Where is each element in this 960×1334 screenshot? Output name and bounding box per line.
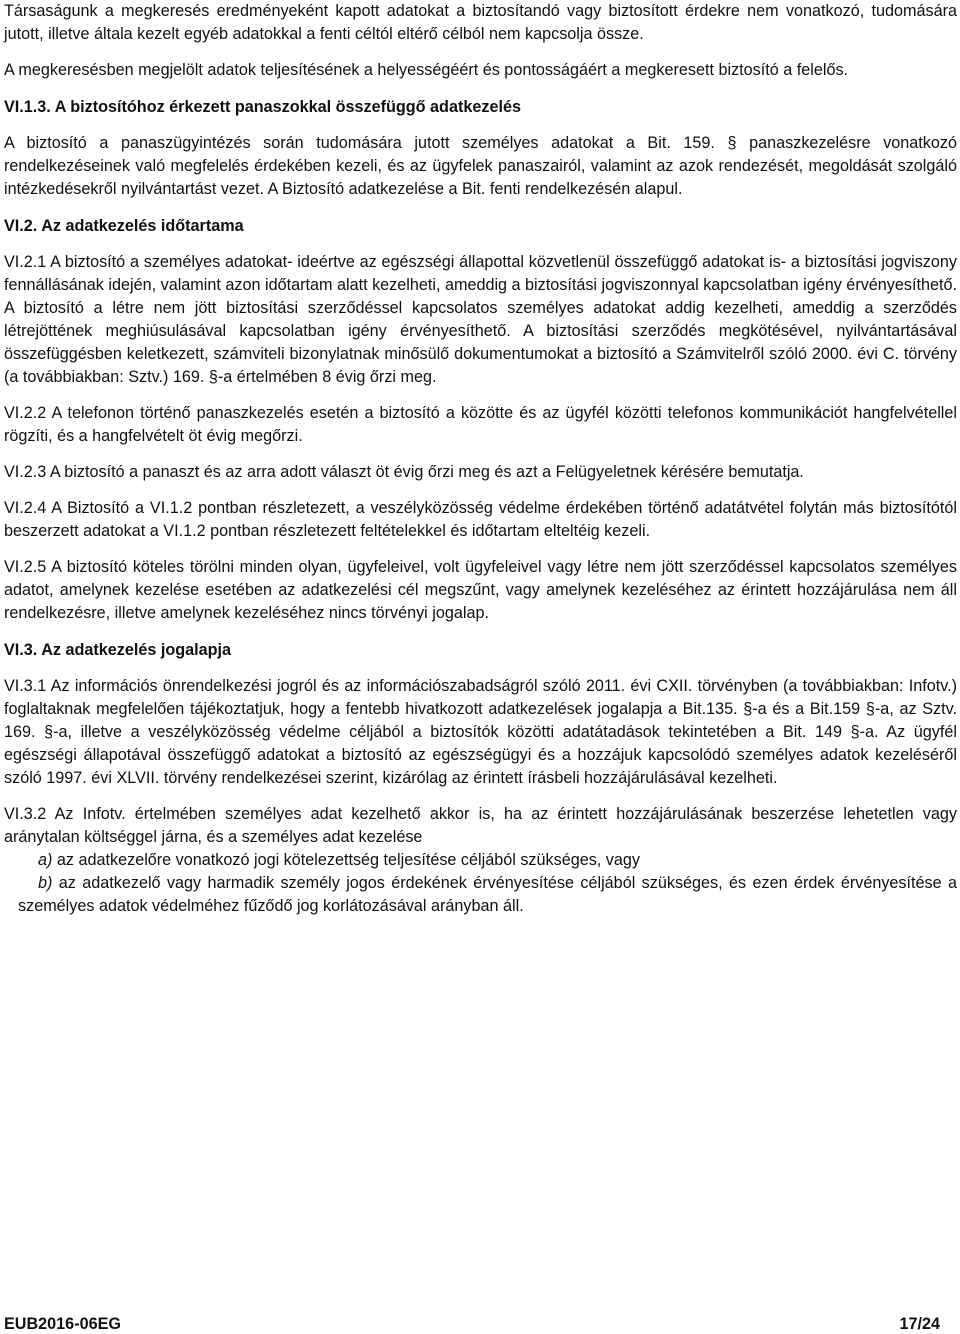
paragraph-vi-2-5: VI.2.5 A biztosító köteles törölni minden olyan, ügyfeleivel, volt ügyfeleivel vagy létre nem jött szerződéssel kapcsolatos személyes adatot, amelynek kezelése esetében az adatkezelési cél megszűnt, vagy amelynek kezeléséhez az érintett hozzájárulása nem áll rendelkezésre, illetve amelynek kezeléséhez nincs törvényi jogalap. (4, 558, 957, 622)
list-text-a: az adatkezelőre vonatkozó jogi kötelezettség teljesítése céljából szükséges, vagy (52, 851, 640, 869)
list-item-b (4, 872, 957, 918)
paragraph-vi-2-1: VI.2.1 A biztosító a személyes adatokat- ideértve az egészségi állapottal közvetlenül összefüggő adatokat is- a biztosítási jogviszony fennállásának idején, valamint azon időtartam alatt kezelheti, ameddig a biztosítási jogviszonnyal kapcsolatban igény érvényesíthető. A biztosító a létre nem jött biztosítási szerződéssel kapcsolatos személyes adatokat addig kezelheti, ameddig a szerződés létrejöttének meghiúsulásával kapcsolatban igény érvényesíthető. A biztosítási szerződés megkötésével, nyilvántartásával összefüggésben keletkezett, számviteli bizonylatnak minősülő dokumentumokat a biztosító a Számvitelről szóló 2000. évi C. törvény (a továbbiakban: Sztv.) 169. §-a értelmében 8 évig őrzi meg. (4, 253, 957, 386)
paragraph-vi-3-1: VI.3.1 Az információs önrendelkezési jogról és az információszabadságról szóló 2011. évi CXII. törvényben (a továbbiakban: Infotv.) foglaltaknak megfelelően tájékoztatjuk, hogy a fentebb hivatkozott adatkezelések jogalapja a Bit.135. §-a és a Bit.159 §-a, az Sztv. 169. §-a, illetve a veszélyközösség védelme céljából a biztosítók közötti adatátadások tekintetében a Bit. 149 §-a. Az ügyfél egészségi állapotával összefüggő adatokat a biztosító az egészségügyi és a hozzájuk kapcsolódó személyes adatok kezeléséről szóló 1997. évi XLVII. törvény rendelkezései szerint, kizárólag az érintett írásbeli hozzájárulásával kezelheti. (4, 677, 957, 787)
section-vi-1-3-paragraph: A biztosító a panaszügyintézés során tudomására jutott személyes adatokat a Bit. 159. § panaszkezelésre vonatkozó rendelkezéseinek való megfelelés érdekében kezeli, és az ügyfelek panaszairól, valamint az azok rendezését, megoldását szolgáló intézkedésekről nyilvántartást vezet. A Biztosító adatkezelése a Bit. fenti rendelkezésén alapul. (4, 134, 957, 198)
paragraph-vi-3-2: VI.3.2 Az Infotv. értelmében személyes adat kezelhető akkor is, ha az érintett hozzájárulásának beszerzése lehetetlen vagy aránytalan költséggel járna, és a személyes adat kezelése (4, 805, 957, 846)
intro-paragraph-2: A megkeresésben megjelölt adatok teljesítésének a helyességéért és pontosságáért a megkeresett biztosító a felelős. (4, 61, 849, 79)
paragraph-vi-2-3: VI.2.3 A biztosító a panaszt és az arra adott választ öt évig őrzi meg és azt a Felügyeletnek kérésére bemutatja. (4, 463, 804, 481)
list-item-a (4, 849, 957, 872)
list-marker-a: a) (38, 851, 53, 869)
section-heading-vi-3: VI.3. Az adatkezelés jogalapja (4, 641, 232, 659)
list-text-b: az adatkezelő vagy harmadik személy jogos érdekének érvényesítése céljából szükséges, és ezen érdek érvényesítése a személyes adatok védelméhez fűződő jog korlátozásával arányban áll. (18, 874, 957, 915)
document-code: EUB2016-06EG (4, 1315, 121, 1333)
intro-paragraph-1: Társaságunk a megkeresés eredményeként kapott adatokat a biztosítandó vagy biztosított érdekre nem vonatkozó, tudomására jutott, illetve általa kezelt egyéb adatokkal a fenti céltól eltérő célból nem kapcsolja össze. (4, 2, 957, 43)
page-number: 17/24 (899, 1315, 940, 1333)
list-marker-b: b) (38, 874, 53, 892)
paragraph-vi-2-2: VI.2.2 A telefonon történő panaszkezelés esetén a biztosító a közötte és az ügyfél közötti telefonos kommunikációt hangfelvétellel rögzíti, és a hangfelvételt öt évig megőrzi. (4, 404, 957, 445)
section-heading-vi-2: VI.2. Az adatkezelés időtartama (4, 217, 244, 235)
section-heading-vi-1-3: VI.1.3. A biztosítóhoz érkezett panaszokkal összefüggő adatkezelés (4, 98, 521, 116)
paragraph-vi-2-4: VI.2.4 A Biztosító a VI.1.2 pontban részletezett, a veszélyközösség védelme érdekében történő adatátvétel folytán más biztosítótól beszerzett adatokat a VI.1.2 pontban részletezett feltételekkel és időtartam elteltéig kezeli. (4, 499, 957, 540)
document-page (4, 0, 957, 918)
